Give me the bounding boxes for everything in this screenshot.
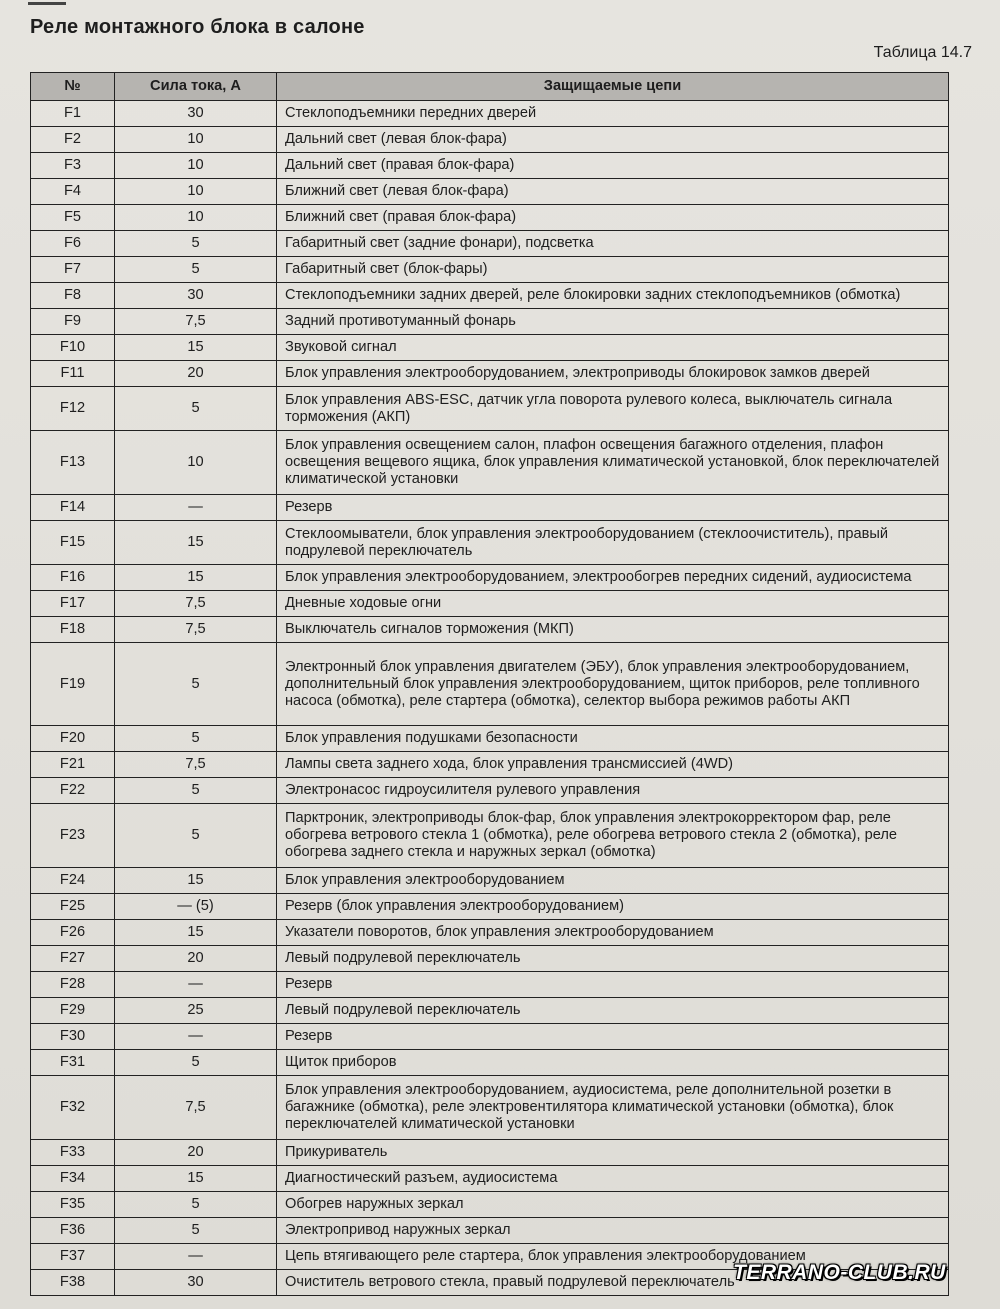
table-row — [31, 521, 949, 565]
table-row — [31, 1218, 949, 1244]
watermark: TERRANO-CLUB.RU — [733, 1261, 946, 1284]
table-header-row — [31, 73, 949, 101]
current-cell: — (5) — [115, 894, 277, 920]
table-row — [31, 804, 949, 868]
table-row — [31, 920, 949, 946]
fuse-number-cell: F24 — [31, 868, 115, 894]
current-cell: — — [115, 495, 277, 521]
current-cell: 15 — [115, 565, 277, 591]
fuse-number-cell: F25 — [31, 894, 115, 920]
fuse-number-cell: F5 — [31, 205, 115, 231]
table-row — [31, 231, 949, 257]
circuit-cell: Блок управления подушками безопасности — [277, 726, 949, 752]
table-row — [31, 127, 949, 153]
fuse-number-cell: F12 — [31, 387, 115, 431]
circuit-cell: Левый подрулевой переключатель — [277, 998, 949, 1024]
fuse-number-cell: F29 — [31, 998, 115, 1024]
circuit-cell: Задний противотуманный фонарь — [277, 309, 949, 335]
fuse-number-cell: F8 — [31, 283, 115, 309]
fuse-number-cell: F34 — [31, 1166, 115, 1192]
table-row — [31, 257, 949, 283]
fuse-number-cell: F2 — [31, 127, 115, 153]
circuit-cell: Блок управления электрооборудованием, электроприводы блокировок замков дверей — [277, 361, 949, 387]
current-cell: 15 — [115, 521, 277, 565]
table-row — [31, 565, 949, 591]
current-cell: 5 — [115, 778, 277, 804]
current-cell: 5 — [115, 257, 277, 283]
current-cell: 20 — [115, 361, 277, 387]
circuit-cell: Указатели поворотов, блок управления электрооборудованием — [277, 920, 949, 946]
current-cell: 5 — [115, 804, 277, 868]
fuse-number-cell: F23 — [31, 804, 115, 868]
circuit-cell: Прикуриватель — [277, 1140, 949, 1166]
current-cell: 7,5 — [115, 752, 277, 778]
current-cell: 30 — [115, 1270, 277, 1296]
current-cell: 5 — [115, 1218, 277, 1244]
current-cell: 10 — [115, 431, 277, 495]
circuit-cell: Резерв — [277, 972, 949, 998]
circuit-cell: Резерв (блок управления электрооборудованием) — [277, 894, 949, 920]
circuit-cell: Левый подрулевой переключатель — [277, 946, 949, 972]
table-row — [31, 1050, 949, 1076]
table-row — [31, 778, 949, 804]
table-row — [31, 1166, 949, 1192]
table-row — [31, 495, 949, 521]
circuit-cell: Звуковой сигнал — [277, 335, 949, 361]
current-cell: 15 — [115, 868, 277, 894]
current-cell: — — [115, 972, 277, 998]
fuse-number-cell: F33 — [31, 1140, 115, 1166]
table-row — [31, 309, 949, 335]
table-row — [31, 946, 949, 972]
fuse-number-cell: F32 — [31, 1076, 115, 1140]
fuse-number-cell: F10 — [31, 335, 115, 361]
circuit-cell: Ближний свет (левая блок-фара) — [277, 179, 949, 205]
circuit-cell: Лампы света заднего хода, блок управления трансмиссией (4WD) — [277, 752, 949, 778]
current-cell: 20 — [115, 946, 277, 972]
table-row — [31, 1076, 949, 1140]
current-cell: 25 — [115, 998, 277, 1024]
fuse-number-cell: F27 — [31, 946, 115, 972]
circuit-cell: Блок управления освещением салон, плафон освещения багажного отделения, плафон освещения вещевого ящика, блок управления климатической установкой, блок переключателей климатической установки — [277, 431, 949, 495]
fuse-number-cell: F28 — [31, 972, 115, 998]
table-row — [31, 1024, 949, 1050]
header-number: № — [31, 73, 115, 101]
current-cell: 7,5 — [115, 1076, 277, 1140]
fuse-number-cell: F17 — [31, 591, 115, 617]
table-row — [31, 1192, 949, 1218]
current-cell: 10 — [115, 153, 277, 179]
fuse-number-cell: F37 — [31, 1244, 115, 1270]
table-row — [31, 998, 949, 1024]
current-cell: 30 — [115, 101, 277, 127]
current-cell: 10 — [115, 179, 277, 205]
fuse-number-cell: F11 — [31, 361, 115, 387]
fuse-number-cell: F35 — [31, 1192, 115, 1218]
table-row — [31, 153, 949, 179]
table-row — [31, 726, 949, 752]
circuit-cell: Обогрев наружных зеркал — [277, 1192, 949, 1218]
current-cell: 15 — [115, 335, 277, 361]
circuit-cell: Электронный блок управления двигателем (ЭБУ), блок управления электрооборудованием, дополнительный блок управления электрооборудованием, щиток приборов, реле топливного насоса (обмотка), реле стартера (обмотка), селектор выбора режимов работы АКП — [277, 643, 949, 726]
table-row — [31, 591, 949, 617]
circuit-cell: Блок управления электрооборудованием, электрообогрев передних сидений, аудиосистема — [277, 565, 949, 591]
fuse-number-cell: F36 — [31, 1218, 115, 1244]
table-row — [31, 335, 949, 361]
table-row — [31, 972, 949, 998]
table-row — [31, 643, 949, 726]
current-cell: 5 — [115, 231, 277, 257]
fuse-number-cell: F7 — [31, 257, 115, 283]
fuse-number-cell: F16 — [31, 565, 115, 591]
fuse-number-cell: F20 — [31, 726, 115, 752]
circuit-cell: Габаритный свет (блок-фары) — [277, 257, 949, 283]
current-cell: 30 — [115, 283, 277, 309]
circuit-cell: Ближний свет (правая блок-фара) — [277, 205, 949, 231]
fuse-number-cell: F18 — [31, 617, 115, 643]
circuit-cell: Блок управления ABS-ESC, датчик угла поворота рулевого колеса, выключатель сигнала торможения (АКП) — [277, 387, 949, 431]
fuse-number-cell: F21 — [31, 752, 115, 778]
circuit-cell: Стеклоподъемники задних дверей, реле блокировки задних стеклоподъемников (обмотка) — [277, 283, 949, 309]
table-row — [31, 868, 949, 894]
current-cell: 15 — [115, 1166, 277, 1192]
fuse-number-cell: F30 — [31, 1024, 115, 1050]
current-cell: 7,5 — [115, 617, 277, 643]
fuse-number-cell: F1 — [31, 101, 115, 127]
top-rule — [28, 2, 66, 5]
circuit-cell: Резерв — [277, 1024, 949, 1050]
circuit-cell: Очиститель ветрового стекла, правый подрулевой переключатель — [277, 1270, 949, 1296]
current-cell: — — [115, 1244, 277, 1270]
header-current: Сила тока, А — [115, 73, 277, 101]
current-cell: 5 — [115, 387, 277, 431]
table-row — [31, 387, 949, 431]
current-cell: 5 — [115, 726, 277, 752]
current-cell: 15 — [115, 920, 277, 946]
fuse-number-cell: F19 — [31, 643, 115, 726]
table-body — [31, 101, 949, 1296]
circuit-cell: Дневные ходовые огни — [277, 591, 949, 617]
table-row — [31, 361, 949, 387]
circuit-cell: Диагностический разъем, аудиосистема — [277, 1166, 949, 1192]
current-cell: — — [115, 1024, 277, 1050]
fuse-number-cell: F15 — [31, 521, 115, 565]
circuit-cell: Резерв — [277, 495, 949, 521]
table-row — [31, 752, 949, 778]
circuit-cell: Цепь втягивающего реле стартера, блок управления электрооборудованием — [277, 1244, 949, 1270]
table-row — [31, 205, 949, 231]
page-title: Реле монтажного блока в салоне — [30, 16, 365, 38]
table-row — [31, 617, 949, 643]
circuit-cell: Электропривод наружных зеркал — [277, 1218, 949, 1244]
table-row — [31, 431, 949, 495]
header-circuits: Защищаемые цепи — [277, 73, 949, 101]
table-row — [31, 283, 949, 309]
fuse-number-cell: F3 — [31, 153, 115, 179]
fuse-number-cell: F9 — [31, 309, 115, 335]
fuse-number-cell: F38 — [31, 1270, 115, 1296]
fuse-table — [30, 72, 949, 1296]
circuit-cell: Щиток приборов — [277, 1050, 949, 1076]
fuse-number-cell: F6 — [31, 231, 115, 257]
fuse-number-cell: F31 — [31, 1050, 115, 1076]
current-cell: 7,5 — [115, 591, 277, 617]
circuit-cell: Парктроник, электроприводы блок-фар, блок управления электрокорректором фар, реле обогрева ветрового стекла 1 (обмотка), реле обогрева ветрового стекла 2 (обмотка), реле обогрева заднего стекла и наружных зеркал (обмотка) — [277, 804, 949, 868]
circuit-cell: Габаритный свет (задние фонари), подсветка — [277, 231, 949, 257]
table-row — [31, 1140, 949, 1166]
fuse-number-cell: F14 — [31, 495, 115, 521]
current-cell: 5 — [115, 643, 277, 726]
circuit-cell: Выключатель сигналов торможения (МКП) — [277, 617, 949, 643]
circuit-cell: Стеклоомыватели, блок управления электрооборудованием (стеклоочиститель), правый подрулевой переключатель — [277, 521, 949, 565]
fuse-number-cell: F22 — [31, 778, 115, 804]
table-row — [31, 179, 949, 205]
current-cell: 5 — [115, 1050, 277, 1076]
circuit-cell: Дальний свет (правая блок-фара) — [277, 153, 949, 179]
fuse-number-cell: F26 — [31, 920, 115, 946]
fuse-number-cell: F4 — [31, 179, 115, 205]
current-cell: 5 — [115, 1192, 277, 1218]
current-cell: 10 — [115, 205, 277, 231]
circuit-cell: Дальний свет (левая блок-фара) — [277, 127, 949, 153]
circuit-cell: Электронасос гидроусилителя рулевого управления — [277, 778, 949, 804]
fuse-number-cell: F13 — [31, 431, 115, 495]
current-cell: 7,5 — [115, 309, 277, 335]
circuit-cell: Стеклоподъемники передних дверей — [277, 101, 949, 127]
circuit-cell: Блок управления электрооборудованием — [277, 868, 949, 894]
circuit-cell: Блок управления электрооборудованием, аудиосистема, реле дополнительной розетки в багажнике (обмотка), реле электровентилятора климатической установки (обмотка), блок переключателей климатической установки — [277, 1076, 949, 1140]
current-cell: 10 — [115, 127, 277, 153]
table-row — [31, 894, 949, 920]
table-row — [31, 101, 949, 127]
current-cell: 20 — [115, 1140, 277, 1166]
table-label: Таблица 14.7 — [873, 44, 972, 61]
